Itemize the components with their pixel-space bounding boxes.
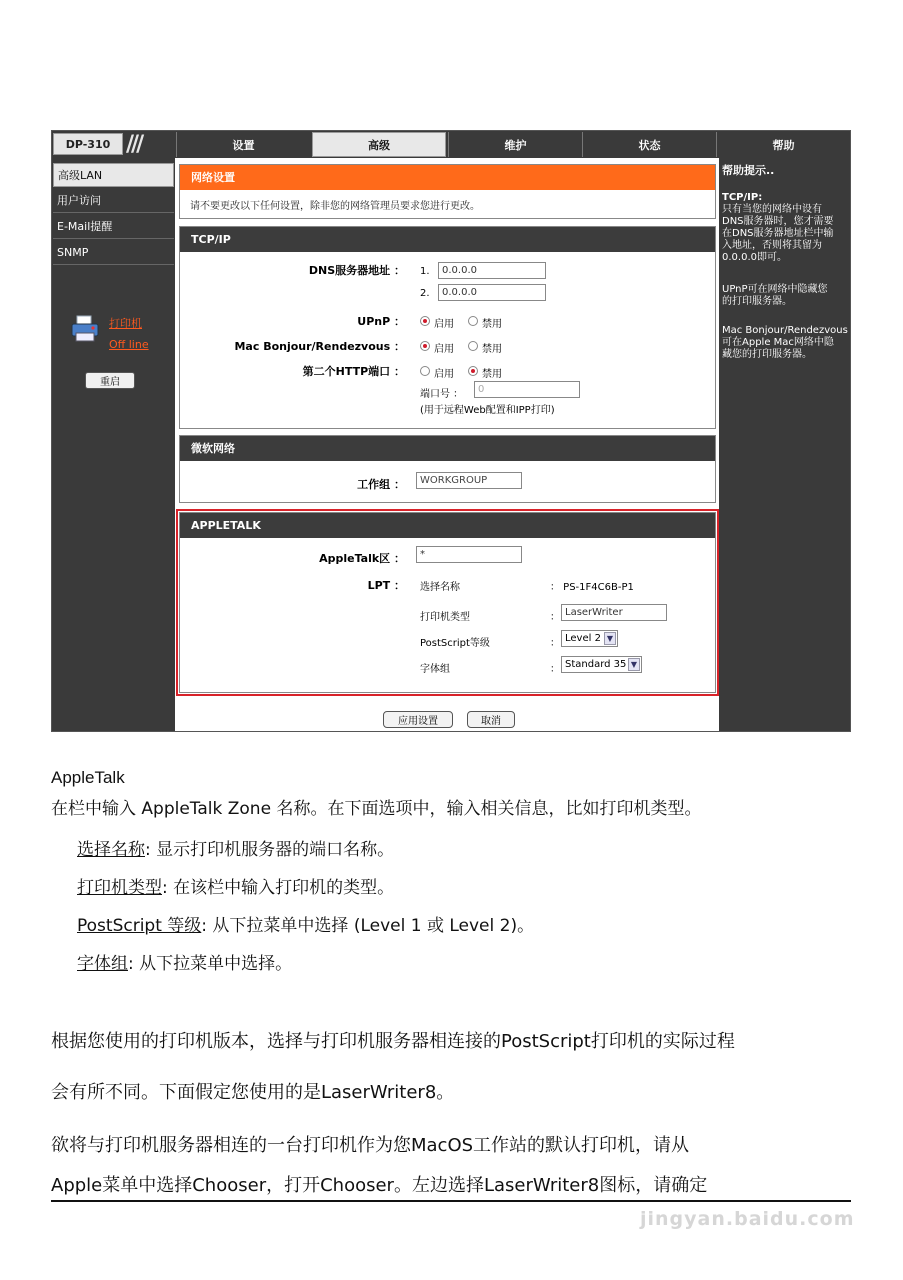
printer-type-label: 打印机类型 xyxy=(420,612,470,623)
printer-type-colon: ： xyxy=(550,612,560,623)
help-line: 在DNS服务器地址栏中输 xyxy=(722,228,834,239)
help-tcpip-text xyxy=(722,204,834,264)
help-line: 可在Apple Mac网络中隐 xyxy=(722,337,834,348)
tab-help[interactable]: 帮助 xyxy=(716,132,850,157)
item-desc: : 从下拉菜单中选择。 xyxy=(128,954,293,974)
postscript-level-select[interactable] xyxy=(561,630,618,647)
appletalk-heading: AppleTalk xyxy=(51,768,125,787)
appletalk-zone-label: AppleTalk区 ： xyxy=(319,552,405,565)
port-hint: (用于远程Web配置和IPP打印) xyxy=(420,405,555,416)
bonjour-enable-radio[interactable] xyxy=(420,341,430,351)
dns2-index: 2. xyxy=(420,288,430,299)
tab-status[interactable]: 状态 xyxy=(582,132,716,157)
paragraph-2-line-2: Apple菜单中选择Chooser，打开Chooser。左边选择LaserWriter8图标，请确定 xyxy=(51,1175,708,1196)
help-upnp-text xyxy=(722,284,828,308)
sidebar-item-user-access[interactable]: 用户访问 xyxy=(53,189,174,213)
bonjour-disable-label: 禁用 xyxy=(482,344,502,355)
upnp-enable-label: 启用 xyxy=(434,319,454,330)
postscript-level-label: PostScript等级 xyxy=(420,638,490,649)
network-settings-panel xyxy=(179,164,716,219)
item-term: 选择名称 xyxy=(77,840,145,860)
upnp-label: UPnP ： xyxy=(357,315,405,328)
help-line: DNS服务器时，您才需要 xyxy=(722,216,834,227)
network-settings-notice: 请不要更改以下任何设置，除非您的网络管理员要求您进行更改。 xyxy=(190,201,480,212)
microsoft-network-title: 微软网络 xyxy=(180,436,715,461)
item-term: 字体组 xyxy=(77,954,128,974)
sidebar-item-snmp[interactable]: SNMP xyxy=(53,241,174,265)
workgroup-label: 工作组 ： xyxy=(357,478,405,491)
reboot-button[interactable]: 重启 xyxy=(85,372,135,389)
select-name-value: ： PS-1F4C6B-P1 xyxy=(550,582,634,593)
help-line: 的打印服务器。 xyxy=(722,296,792,307)
item-desc: : 显示打印机服务器的端口名称。 xyxy=(145,840,395,860)
http2-enable-label: 启用 xyxy=(434,369,454,380)
page-rule xyxy=(51,1200,851,1202)
intro-paragraph: 在栏中输入 AppleTalk Zone 名称。在下面选项中，输入相关信息，比如打印机类型。 xyxy=(51,799,702,819)
item-font-group xyxy=(77,952,292,976)
port-label: 端口号 ： xyxy=(420,389,464,400)
http2-label: 第二个HTTP端口 ： xyxy=(302,365,405,378)
postscript-level-value: Level 2 xyxy=(565,633,601,644)
watermark: jingyan.baidu.com xyxy=(640,1208,855,1230)
help-line: UPnP可在网络中隐藏您 xyxy=(722,284,828,295)
item-printer-type xyxy=(77,876,394,900)
help-line: 0.0.0.0即可。 xyxy=(722,252,787,263)
router-screenshot xyxy=(51,130,851,732)
item-term: 打印机类型 xyxy=(77,878,162,898)
microsoft-network-panel xyxy=(179,435,716,503)
paragraph-1-line-1: 根据您使用的打印机版本，选择与打印机服务器相连接的PostScript打印机的实际过程 xyxy=(51,1031,735,1052)
top-nav-bar xyxy=(52,131,850,158)
dns2-input[interactable]: 0.0.0.0 xyxy=(438,284,546,301)
apply-settings-button[interactable]: 应用设置 xyxy=(383,711,453,728)
help-line: 只有当您的网络中设有 xyxy=(722,204,822,215)
printer-link[interactable]: 打印机 xyxy=(109,317,142,330)
help-line: 入地址，否则将其留为 xyxy=(722,240,822,251)
help-column xyxy=(719,158,850,731)
font-group-value: Standard 35 xyxy=(565,659,627,670)
cancel-button[interactable]: 取消 xyxy=(467,711,515,728)
upnp-disable-radio[interactable] xyxy=(468,316,478,326)
help-tcpip-heading: TCP/IP: xyxy=(722,192,763,203)
appletalk-title: APPLETALK xyxy=(180,513,715,538)
select-name-label: 选择名称 xyxy=(420,582,460,593)
tab-maintenance[interactable]: 维护 xyxy=(448,132,582,157)
help-line: Mac Bonjour/Rendezvous xyxy=(722,325,848,336)
help-line: 藏您的打印服务器。 xyxy=(722,349,812,360)
left-nav xyxy=(52,158,175,731)
model-label: DP-310 xyxy=(53,133,123,155)
tab-setup[interactable]: 设置 xyxy=(176,132,310,157)
tab-advanced[interactable]: 高级 xyxy=(312,132,446,157)
paragraph-1-line-2: 会有所不同。下面假定您使用的是LaserWriter8。 xyxy=(51,1082,455,1103)
appletalk-panel xyxy=(179,512,716,693)
port-input[interactable]: 0 xyxy=(474,381,580,398)
tcpip-title: TCP/IP xyxy=(180,227,715,252)
item-term: PostScript 等级 xyxy=(77,916,202,936)
network-settings-title: 网络设置 xyxy=(180,165,715,190)
printer-type-input[interactable]: LaserWriter xyxy=(561,604,667,621)
item-postscript-level xyxy=(77,914,534,938)
chevron-down-icon: ▼ xyxy=(628,658,640,671)
dns1-input[interactable]: 0.0.0.0 xyxy=(438,262,546,279)
help-title: 帮助提示.. xyxy=(722,164,775,177)
dns1-index: 1. xyxy=(420,266,430,277)
http2-disable-label: 禁用 xyxy=(482,369,502,380)
bonjour-label: Mac Bonjour/Rendezvous ： xyxy=(234,340,405,353)
help-bonjour-text xyxy=(722,325,848,361)
item-select-name xyxy=(77,838,394,862)
printer-status-link[interactable]: Off line xyxy=(109,338,149,351)
font-group-label: 字体组 xyxy=(420,664,450,675)
tcpip-panel xyxy=(179,226,716,429)
dns-label: DNS服务器地址 ： xyxy=(308,264,405,277)
http2-enable-radio[interactable] xyxy=(420,366,430,376)
item-desc: : 在该栏中输入打印机的类型。 xyxy=(162,878,395,898)
workgroup-input[interactable]: WORKGROUP xyxy=(416,472,522,489)
printer-icon xyxy=(70,315,100,343)
postscript-level-colon: ： xyxy=(550,638,560,649)
slash-decoration: /// xyxy=(126,132,142,157)
appletalk-zone-input[interactable]: * xyxy=(416,546,522,563)
sidebar-item-advanced-lan[interactable]: 高级LAN xyxy=(53,163,174,187)
sidebar-item-email-alert[interactable]: E-Mail提醒 xyxy=(53,215,174,239)
font-group-select[interactable] xyxy=(561,656,642,673)
upnp-enable-radio[interactable] xyxy=(420,316,430,326)
bonjour-disable-radio[interactable] xyxy=(468,341,478,351)
lpt-label: LPT ： xyxy=(367,579,405,592)
font-group-colon: ： xyxy=(550,664,560,675)
upnp-disable-label: 禁用 xyxy=(482,319,502,330)
chevron-down-icon: ▼ xyxy=(604,632,616,645)
item-desc: : 从下拉菜单中选择 (Level 1 或 Level 2)。 xyxy=(201,916,535,936)
http2-disable-radio[interactable] xyxy=(468,366,478,376)
paragraph-2-line-1: 欲将与打印机服务器相连的一台打印机作为您MacOS工作站的默认打印机，请从 xyxy=(51,1135,690,1156)
bonjour-enable-label: 启用 xyxy=(434,344,454,355)
